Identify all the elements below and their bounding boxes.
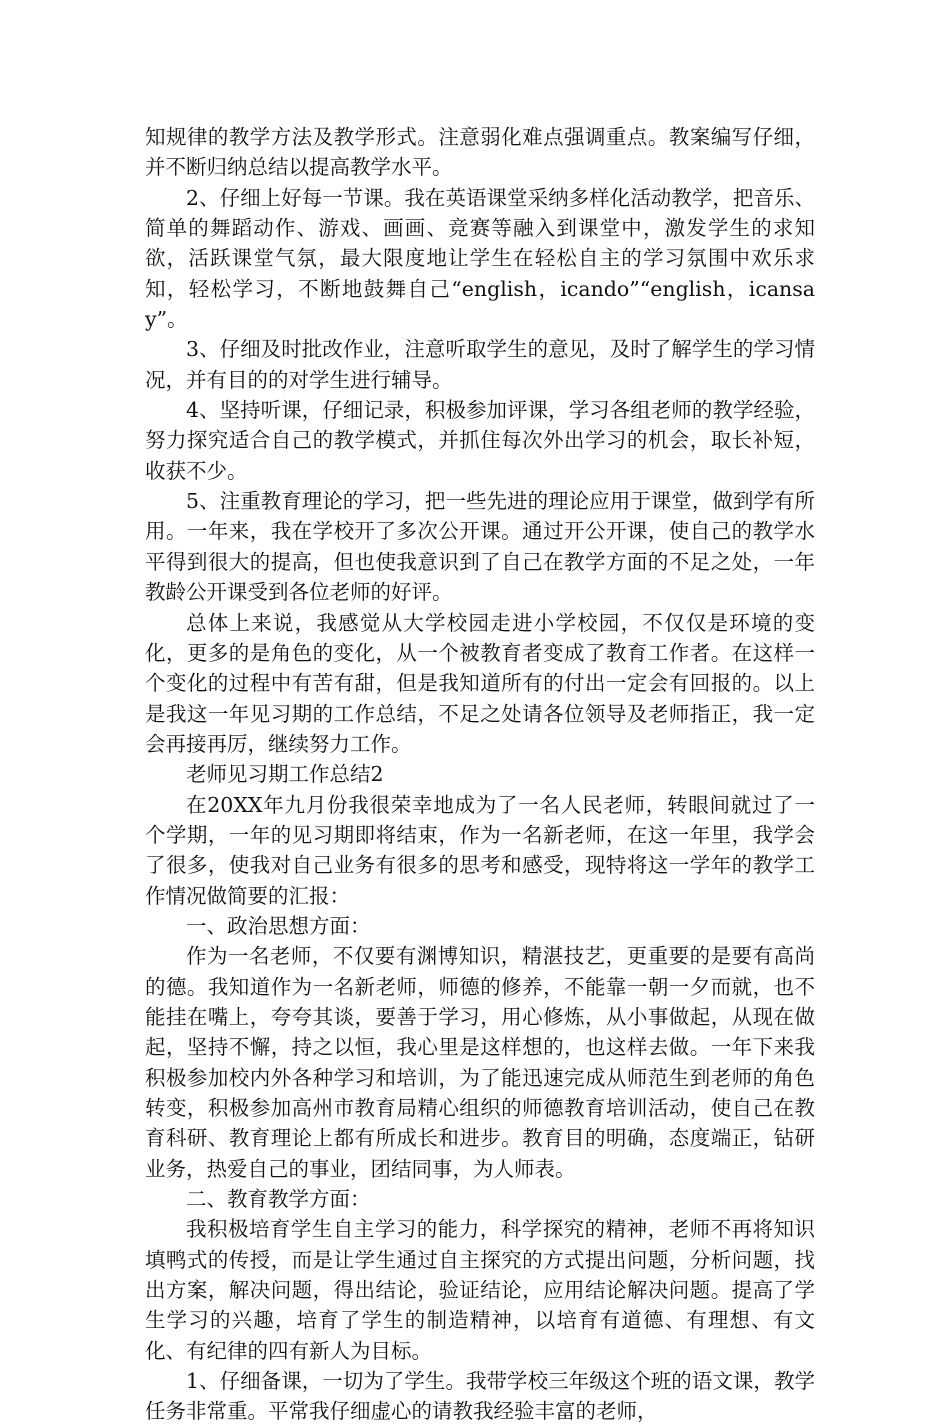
paragraph: 2、仔细上好每一节课。我在英语课堂采纳多样化活动教学，把音乐、简单的舞蹈动作、游戏、画画、竞赛等融入到课堂中，激发学生的求知欲，活跃课堂气氛，最大限度地让学生在轻松自主的学习氛围中欢乐求知，轻松学习，不断地鼓舞自己“english，icando”“english，icansay”。 — [145, 185, 815, 332]
paragraph: 我积极培育学生自主学习的能力，科学探究的精神，老师不再将知识填鸭式的传授，而是让学生通过自主探究的方式提出问题，分析问题，找出方案，解决问题，得出结论，验证结论，应用结论解决问题。提高了学生学习的兴趣，培育了学生的制造精神，以培育有道德、有理想、有文化、有纪律的四有新人为目标。 — [145, 1217, 815, 1363]
paragraph: 作为一名老师，不仅要有渊博知识，精湛技艺，更重要的是要有高尚的德。我知道作为一名新老师，师德的修养，不能靠一朝一夕而就，也不能挂在嘴上，夸夸其谈，要善于学习，用心修炼，从小事做起，从现在做起，坚持不懈，持之以恒，我心里是这样想的，也这样去做。一年下来我积极参加校内外各种学习和培训，为了能迅速完成从师范生到老师的角色转变，积极参加高州市教育局精心组织的师德教育培训活动，使自己在教育科研、教育理论上都有所成长和进步。教育目的明确，态度端正，钻研业务，热爱自己的事业，团结同事，为人师表。 — [145, 944, 815, 1181]
paragraph: 4、坚持听课，仔细记录，积极参加评课，学习各组老师的教学经验，努力探究适合自己的教学模式，并抓住每次外出学习的机会，取长补短，收获不少。 — [145, 398, 815, 483]
document-page — [145, 122, 815, 1427]
paragraph: 3、仔细及时批改作业，注意听取学生的意见，及时了解学生的学习情况，并有目的的对学生进行辅导。 — [145, 337, 815, 392]
paragraph: 知规律的教学方法及教学形式。注意弱化难点强调重点。教案编写仔细，并不断归纳总结以提高教学水平。 — [145, 125, 815, 180]
paragraph: 在20XX年九月份我很荣幸地成为了一名人民老师，转眼间就过了一个学期，一年的见习期即将结束，作为一名新老师，在这一年里，我学会了很多，使我对自己业务有很多的思考和感受，现特将这一学年的教学工作情况做简要的汇报： — [145, 792, 815, 908]
section-heading: 老师见习期工作总结2 — [186, 762, 384, 787]
paragraph: 1、仔细备课，一切为了学生。我带学校三年级这个班的语文课，教学任务非常重。平常我仔细虚心的请教我经验丰富的老师， — [145, 1369, 815, 1424]
section-heading: 一、政治思想方面： — [186, 913, 371, 938]
paragraph: 总体上来说，我感觉从大学校园走进小学校园，不仅仅是环境的变化，更多的是角色的变化，从一个被教育者变成了教育工作者。在这样一个变化的过程中有苦有甜，但是我知道所有的付出一定会有回报的。以上是我这一年见习期的工作总结，不足之处请各位领导及老师指正，我一定会再接再厉，继续努力工作。 — [145, 610, 815, 756]
section-heading: 二、教育教学方面： — [186, 1187, 371, 1212]
paragraph: 5、注重教育理论的学习，把一些先进的理论应用于课堂，做到学有所用。一年来，我在学校开了多次公开课。通过开公开课，使自己的教学水平得到很大的提高，但也使我意识到了自己在教学方面的不足之处，一年教龄公开课受到各位老师的好评。 — [145, 489, 815, 605]
